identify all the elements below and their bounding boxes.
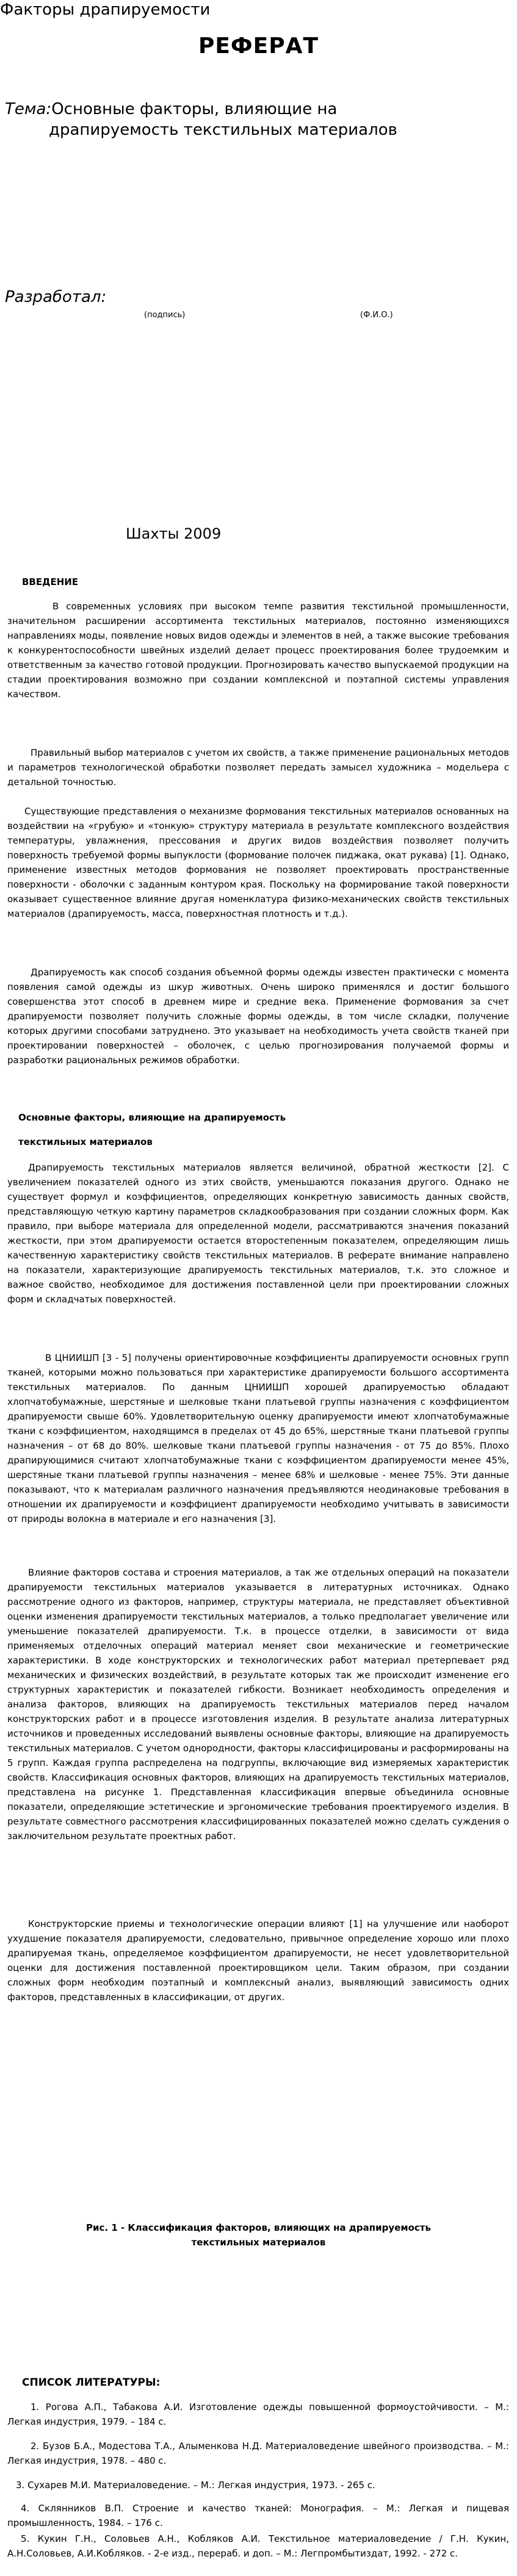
reference-item-5: 5. Кукин Г.Н., Соловьев А.Н., Кобляков А.И. Текстильное материаловедение / Г.Н. Кукин, А.Н.Соловьев, А.И.Кобляков. - 2-е изд., перераб. и доп. – М.: Легпромбытиздат, 1992. - 272 с.	[7, 2533, 509, 2559]
main-paragraph-2: В ЦНИИШП [3 - 5] получены ориентировочные коэффициенты драпируемости основных групп тканей, которыми можно пользоваться при характеристике драпируемости большого ассортимента текстильных материалов. По данным ЦНИИШП хорошей драпируемостью обладают хлопчатобумажные, шерстяные и шелковые ткани платьевой группы назначения с коэффициентом драпируемости свыше 60%. Удовлетворительную оценку драпируемости имеют хлопчатобумажные ткани с коэффициентом, находящимся в пределах от 45 до 65%, шерстяные ткани платьевой группы назначения – от 68 до 80%. шелковые ткани платьевой группы назначения - от 75 до 85%. Плохо драпирующимися считают хлопчатобумажные ткани с коэффициентом драпируемости менее 45%, шерстяные ткани платьевой группы назначения – менее 68% и шелковые - менее 75%. Эти данные показывают, что к материалам различного назначения предъявляются неодинаковые требования в отношении их драпируемости и коэффициент драпируемости необходимо учитывать в зависимости от природы волокна в материале и его назначения [3].	[7, 1352, 509, 1524]
topic-text-1: Основные факторы, влияющие на	[51, 100, 338, 118]
signature-note: (подпись)	[144, 310, 186, 320]
references-heading: СПИСОК ЛИТЕРАТУРЫ:	[22, 2377, 161, 2389]
main-paragraph-3: Влияние факторов состава и строения материалов, а так же отдельных операций на показатели драпируемости текстильных материалов указывается в литературных источниках. Однако рассмотрение одного из факторов, например, структуры материала, не представляет объективной оценки изменения драпируемости текстильных материалов, а только предполагает увеличение или уменьшение показателей драпируемости. Т.к. в процессе отделки, в зависимости от вида применяемых отделочных операций материал меняет свои механические и геометрические характеристики. В ходе конструкторских и технологических работ материал претерпевает ряд механических и физических воздействий, в результате которых так же происходит изменение его структурных характеристик и показателей гибкости. Возникает необходимость определения и анализа факторов, влияющих на драпируемость текстильных материалов перед началом конструкторских работ и в процессе изготовления изделия. В результате анализа литературных источников и проведенных исследований выявлены основные факторы, влияющие на драпируемость текстильных материалов. С учетом однородности, факторы классифицированы и расформированы на 5 групп. Каждая группа распределена на подгруппы, включающие вид измеряемых характеристик свойств. Классификация основных факторов, влияющих на драпируемость текстильных материалов, представлена на рисунке 1. Представленная классификация впервые объединила основные показатели, определяющие эстетические и эргономические требования проектируемого изделия. В результате совместного рассмотрения классифицированных показателей можно сделать суждения о заключительном результате проектных работ.	[7, 1567, 509, 1842]
reference-item-1: 1. Рогова А.П., Табакова А.И. Изготовление одежды повышенной формоустойчивости. – М.: Легкая индустрия, 1979. – 184 с.	[7, 2402, 509, 2427]
main-paragraph-4: Конструкторские приемы и технологические операции влияют [1] на улучшение или наоборот ухудшение показателя драпируемости, следовательно, привычное определение хорошо или плохо драпируемая ткань, определяемое коэффициентом драпируемости, не несет удовлетворительной оценки для достижения поставленной проектировщиком цели. Таким образом, при создании сложных форм необходим поэтапный и комплексный анализ, выявляющий зависимость одних факторов, представленных в классификации, от других.	[7, 1918, 509, 2003]
intro-paragraph-4: Драпируемость как способ создания объемной формы одежды известен практически с момента появления самой одежды из шкур животных. Очень широко применялся и достиг большого совершенства этот способ в древнем мире и средние века. Применение формования за счет драпируемости позволяет получить сложные формы одежды, в том числе складки, получение которых другими способами затруднено. Это указывает на необходимость учета свойств тканей при проектировании поверхностей – оболочек, с целью прогнозирования получаемой формы и разработки рациональных режимов обработки.	[7, 967, 509, 1066]
reference-item-3: 3. Сухарев М.И. Материаловедение. – М.: Легкая индустрия, 1973. - 265 с.	[16, 2480, 375, 2491]
figure-caption-line-2: текстильных материалов	[191, 2237, 326, 2248]
intro-paragraph-2: Правильный выбор материалов с учетом их свойств, а также применение рациональных методов и параметров технологической обработки позволяет передать замысел художника – модельера с детальной точностью.	[7, 747, 509, 788]
intro-paragraph-3: Существующие представления о механизме формования текстильных материалов основанных на воздействии на «грубую» и «тонкую» структуру материала в результате комплексного воздействия температуры, увлажнения, прессования и других видов воздействия позволяет получить поверхность требуемой формы выпуклости (формование полочек пиджака, окат рукава) [1]. Однако, применение известных методов формования не позволяет проектировать пространственные поверхности - оболочки с заданным контуром края. Поскольку на формирование такой поверхности оказывает существенное влияние другая номенклатура физико-механических свойств текстильных материалов (драпируемость, масса, поверхностная плотность и т.д.).	[7, 806, 509, 919]
city-year: Шахты 2009	[126, 525, 222, 542]
topic-label: Тема:	[5, 100, 52, 118]
reference-item-4: 4. Склянников В.П. Строение и качество тканей: Монография. – М.: Легкая и пищевая промышленность, 1984. – 176 с.	[7, 2503, 509, 2528]
figure-caption	[0, 2220, 517, 2250]
intro-paragraph-1: В современных условиях при высоком темпе развития текстильной промышленности, значительном расширении ассортимента текстильных материалов, постоянно изменяющихся направлениях моды, появление новых видов одежды и элементов в ней, а также высокие требования к конкурентоспособности швейных изделий делает процесс проектирования более трудоемким и ответственным за качество готовой продукции. Прогнозировать качество выпускаемой продукции на стадии проектирования возможно при создании комплексной и поэтапной системы управления качеством.	[7, 601, 509, 700]
topic-line-2: драпируемость текстильных материалов	[49, 121, 397, 139]
topic-line-1	[5, 99, 337, 120]
figure-caption-line-1: Рис. 1 - Классификация факторов, влияющих на драпируемость	[86, 2222, 431, 2233]
intro-heading: ВВЕДЕНИЕ	[22, 576, 79, 587]
document-kind-title: РЕФЕРАТ	[198, 34, 319, 59]
reference-item-2: 2. Бузов Б.А., Модестова Т.А., Алыменкова Н.Д. Материаловедение швейного производства. – М.: Легкая индустрия, 1978. – 480 с.	[7, 2441, 509, 2466]
main-paragraph-1: Драпируемость текстильных материалов является величиной, обратной жесткости [2]. С увеличением показателей одного из этих свойств, уменьшаются показания другого. Однако не существует формул и коэффициентов, определяющих конкретную зависимость данных свойств, представляющую четкую картину параметров складкообразования при создании сложных форм. Как правило, при выборе материала для определенной модели, рассматриваются значения показаний жесткости, при этом драпируемости остается второстепенным показателем, определяющим лишь качественную характеристику свойств текстильных материалов. В реферате внимание направлено на показатели, характеризующие драпируемость текстильных материалов, т.к. это сложное и важное свойство, необходимое для достижения поставленной цели при проектировании сложных форм и складчатых поверхностей.	[7, 1162, 509, 1305]
main-heading-line-2: текстильных материалов	[18, 1136, 153, 1147]
header-title: Факторы драпируемости	[0, 1, 211, 19]
author-label: Разработал:	[5, 288, 107, 306]
name-note: (Ф.И.О.)	[360, 310, 393, 320]
main-heading-line-1: Основные факторы, влияющие на драпируемость	[18, 1112, 286, 1123]
